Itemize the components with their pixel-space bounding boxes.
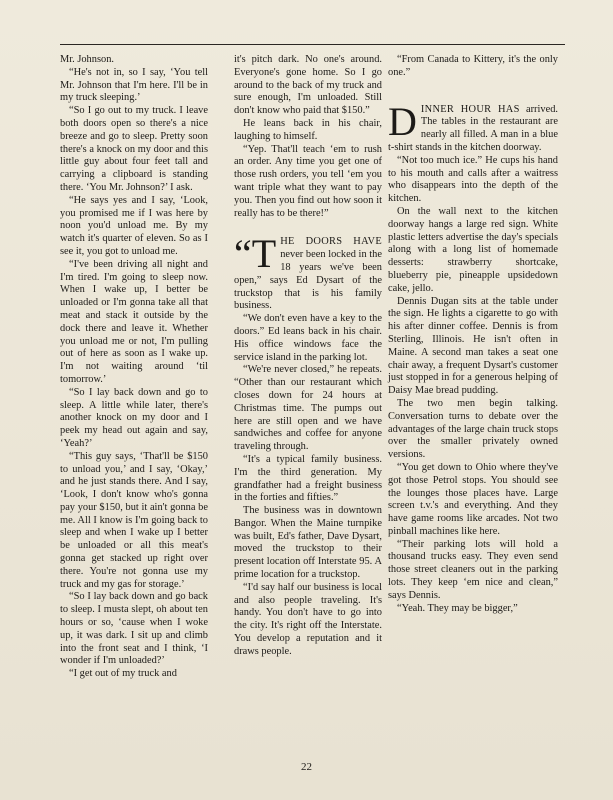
paragraph: Dennis Dugan sits at the table under the sign. He lights a cigarette to go with his after dinner coffee. Dennis is from Sterling, Illinois. He isn't often in Maine. A second man takes a seat one chair away, a frequent Dysart's customer just stopped in for a generous helping of Daisy Mae bread pudding. [388,295,558,397]
lead-in-caps: HE DOORS HAVE [280,236,382,248]
paragraph: “Their parking lots will hold a thousand trucks easy. They even send those street cleaners out in the parking lots. They keep ‘em nice and clean,” says Dennis. [388,538,558,601]
lead-in-text: arrived. The tables in the restaurant are nearly all filled. A man in a blue t-shirt stands in the kitchen doorway. [388,103,558,153]
text-column-1 [60,54,208,681]
text-column-3 [388,54,558,615]
drop-cap: D [388,98,417,144]
page-number: 22 [301,761,312,773]
paragraph: “This guy says, ‘That'll be $150 to unload you,’ and I say, ‘Okay,’ and he just stands there. And I say, ‘Look, I don't know who's gonna pay your $150, but it ain't gonna be me. All I know is I'm going back to sleep and when I wake up I better be unloaded or all this meat's gonna get stacked up right over there. You're not gonna use my truck and my gas for storage.’ [60,450,208,590]
paragraph: “Not too much ice.” He cups his hand to his mouth and calls after a waitress who disappears into the depth of the kitchen. [388,154,558,205]
paragraph: “We're never closed,” he repeats. “Other than our restaurant which closes down for 24 hours at Christmas time. The pumps out here are still open and we have sandwiches and coffee for anyone traveling through. [234,364,382,453]
paragraph: “I get out of my truck and [69,668,177,680]
paragraph: it's pitch dark. No one's around. Everyone's gone home. So I go around to the back of my truck and sure enough, I'm unloaded. Still don't know who paid that $150.” [234,54,382,117]
paragraph: The business was in downtown Bangor. When the Maine turnpike was built, Ed's father, Dave Dysart, moved the truckstop to their present location off Interstate 95. A prime location for a truckstop. [234,505,382,581]
paragraph: “We don't even have a key to the doors.” Ed leans back in his chair. His office windows face the service island in the parking lot. [234,313,382,363]
paragraph: “You get down to Ohio where they've got those Petrol stops. You should see the lounges those places have. Large screen t.v.'s and everything. And they have game rooms like arcades. Not two pinball machines like here. [388,461,558,537]
paragraph: “He says yes and I say, ‘Look, you promised me if I was here by noon you'd unload me. By my watch it's quarter of eleven. So as I see it, you got to unload me. [60,194,208,257]
lead-in-text: never been locked in the 18 years we've been open,” says Ed Dysart of the truckstop that is his family business. [234,249,382,312]
paragraph: “I've been driving all night and I'm tired. I'm going to sleep now. When I wake up, I better be unloaded or I'm gonna take all that meat and stack it outside by the dock there and leave it. Whether you unload me or not, I'm pulling out of here as soon as I wake up. I'm not waiting around ‘til tomorrow.’ [60,258,208,385]
paragraph: “So I lay back down and go to sleep. A little while later, there's another knock on my door and I peek my head out again and say, ‘Yeah?’ [60,386,208,449]
paragraph: The two men begin talking. Conversation turns to debate over the advantages of the large chain truck stops over the smaller privately owned versions. [388,397,558,461]
paragraph: “Yeah. They may be bigger,” [397,602,518,614]
paragraph: On the wall next to the kitchen doorway hangs a large red sign. White plastic letters advertise the day's specials along with a long list of homemade desserts: strawberry shortcake, blueberry pie, pineapple upsidedown cake, jello. [388,205,558,294]
paragraph: He leans back in his chair, laughing to himself. [234,117,382,142]
paragraph: “From Canada to Kittery, it's the only one.” [388,54,558,78]
section-lead-paragraph [234,231,382,313]
paragraph: “So I go out to my truck. I leave both doors open so there's a nice breeze and go to sleep. Pretty soon there's a knock on my door and this little guy about four feet tall and carrying a clipboard is standing there. ‘You Mr. Johnson?’ I ask. [60,105,208,193]
drop-cap: “T [234,231,277,277]
paragraph: “So I lay back down and go back to sleep. I musta slept, oh about ten hours or so, ‘cause when I woke up, it was dark. I sit up and climb into the front seat and I think, ‘I wonder if I'm unloaded?’ [60,591,208,667]
paragraph: “I'd say half our business is local and also people traveling. It's handy. You don't have to go into the city. It's right off the Interstate. You develop a reputation and it draws people. [234,581,382,657]
paragraph: “It's a typical family business. I'm the third generation. My grandfather had a freight business in the forties and fifties.” [234,453,382,504]
text-column-2 [234,54,382,659]
paragraph: Mr. Johnson. [60,54,114,65]
header-rule [60,44,565,45]
paragraph: “Yep. That'll teach ‘em to rush an order. Any time you get one of those rush orders, you tell ‘em you want triple what they want to pay you. Then you find out how soon it really has to be there!” [234,143,382,219]
lead-in-caps: INNER HOUR HAS [420,103,520,115]
paragraph: “He's not in, so I say, ‘You tell Mr. Johnson that I'm here. I'll be in my truck sleeping.’ [60,66,208,104]
section-lead-paragraph [388,98,558,155]
